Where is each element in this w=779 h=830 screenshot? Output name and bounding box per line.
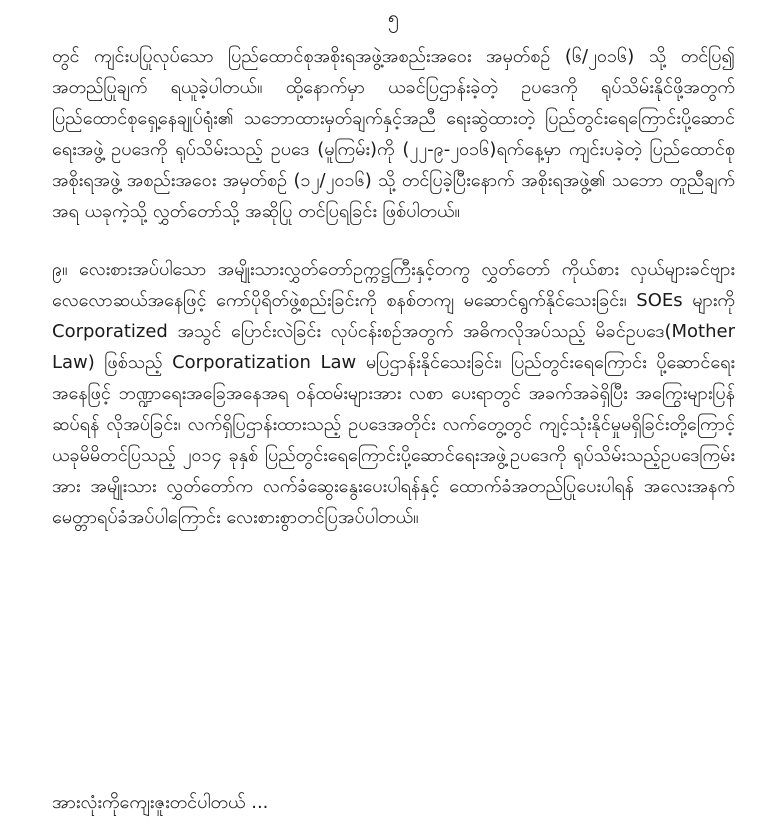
body-paragraph-numbered: ၉။ လေးစားအပ်ပါသော အမျိုးသားလွှတ်တော်ဥက္ကဋ္ဌကြီးနှင့်တကွ လွှတ်တော် ကိုယ်စား လှယ်များခင်ဗျား လေလောဆယ်အနေဖြင့် ကော်ပိုရိတ်ဖွဲ့စည်းခြင်းကို စနစ်တကျ မဆောင်ရွက်နိုင်သေးခြင်း၊ SOEs များကို Corporatized အသွင် ပြောင်းလဲခြင်း လုပ်ငန်းစဉ်အတွက် အဓိကလိုအပ်သည့် မိခင်ဥပဒေ(Mother Law) ဖြစ်သည့် Corporatization Law မပြဌာန်းနိုင်သေးခြင်း၊ ပြည်တွင်းရေကြောင်း ပို့ဆောင်ရေး အနေဖြင့် ဘဏ္ဍာရေးအခြေအနေအရ ဝန်ထမ်းများအား လစာ ပေးရာတွင် အခက်အခဲရှိပြီး အကြွေးများပြန်ဆပ်ရန် လိုအပ်ခြင်း၊ လက်ရှိပြဌာန်းထားသည့် ဥပဒေအတိုင်း လက်တွေ့တွင် ကျင့်သုံးနိုင်မှုမရှိခြင်းတို့ကြောင့် ယခုမိမိတင်ပြသည့် ၂၀၁၄ ခုနှစ် ပြည်တွင်းရေကြောင်းပို့ဆောင်ရေးအဖွဲ့ဥပဒေကို ရုပ်သိမ်းသည့်ဥပဒေကြမ်းအား အမျိုးသား လွှတ်တော်က လက်ခံဆွေးနွေးပေးပါရန်နှင့် ထောက်ခံအတည်ပြုပေးပါရန် အလေးအနက် မေတ္တာရပ်ခံအပ်ပါကြောင်း လေးစားစွာတင်ပြအပ်ပါတယ်။ [52,259,735,528]
body-paragraph: တွင် ကျင်းပပြုလုပ်သော ပြည်ထောင်စုအစိုးရအဖွဲ့အစည်းအဝေး အမှတ်စဉ် (၆/၂၀၁၆) သို့ တင်ပြ၍ အတည်ပြုချက် ရယူခဲ့ပါတယ်။ ထို့နောက်မှာ ယခင်ပြဌာန်းခဲ့တဲ့ ဥပဒေကို ရုပ်သိမ်းနိုင်ဖို့အတွက် ပြည်ထောင်စုရှေ့နေချုပ်ရုံး၏ သဘောထားမှတ်ချက်နှင့်အညီ ရေးဆွဲထားတဲ့ ပြည်တွင်းရေကြောင်းပို့ဆောင်ရေးအဖွဲ့ ဥပဒေကို ရုပ်သိမ်းသည့် ဥပဒေ (မူကြမ်း)ကို (၂၂-၉-၂၀၁၆)ရက်နေ့မှာ ကျင်းပခဲ့တဲ့ ပြည်ထောင်စုအစိုးရအဖွဲ့ အစည်းအဝေး အမှတ်စဉ် (၁၂/၂၀၁၆) သို့ တင်ပြခဲ့ပြီးနောက် အစိုးရအဖွဲ့၏ သဘော တူညီချက်အရ ယခုကဲ့သို့ လွှတ်တော်သို့ အဆိုပြု တင်ပြရခြင်း ဖြစ်ပါတယ်။ [52,46,735,222]
closing-line: အားလုံးကိုကျေးဇူးတင်ပါတယ် ... [52,792,269,813]
page-number: ၅ [387,5,400,29]
